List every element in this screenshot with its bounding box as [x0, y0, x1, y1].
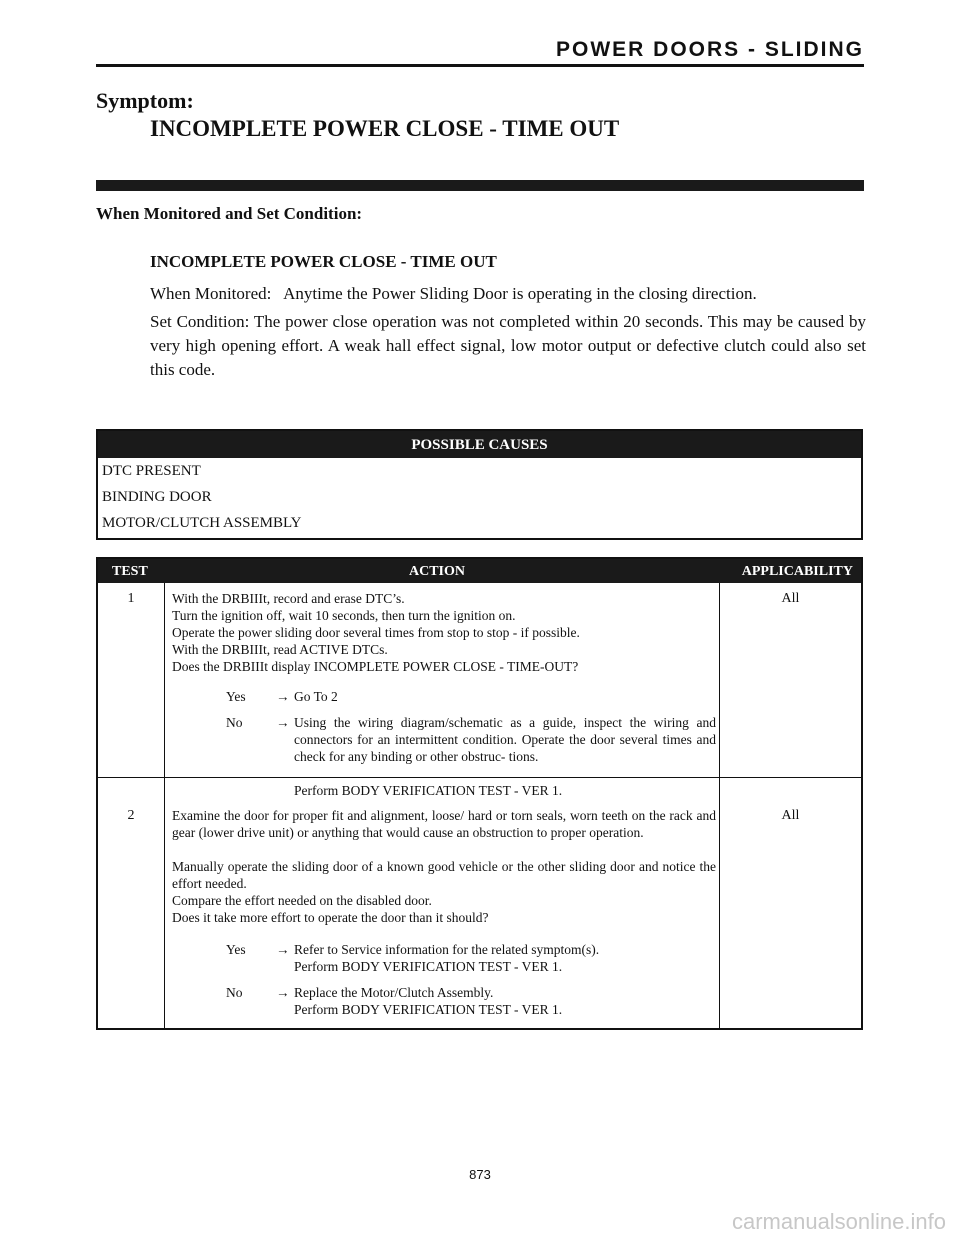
possible-causes-box — [96, 429, 863, 540]
symptom-title: INCOMPLETE POWER CLOSE - TIME OUT — [150, 116, 620, 141]
test-applicability: All — [781, 808, 800, 823]
cause-item: DTC PRESENT — [102, 463, 201, 479]
symptom-label: Symptom: — [96, 88, 194, 113]
test-step: Does it take more effort to operate the door than it should? — [172, 910, 489, 925]
answer-text-action: Perform BODY VERIFICATION TEST - VER 1. — [294, 1002, 563, 1017]
test-step: Manually operate the sliding door of a known good vehicle or the other sliding door and notice the effort needed. — [172, 859, 716, 891]
test-number: 2 — [127, 808, 135, 823]
row-divider — [98, 777, 861, 778]
test-step: With the DRBIIIt, read ACTIVE DTCs. — [172, 642, 388, 657]
answer-text-action: Perform BODY VERIFICATION TEST - VER 1. — [294, 783, 563, 798]
cause-item: MOTOR/CLUTCH ASSEMBLY — [102, 515, 302, 531]
test-step: Does the DRBIIIt display INCOMPLETE POWER CLOSE - TIME-OUT? — [172, 659, 579, 674]
monitored-heading: When Monitored and Set Condition: — [96, 204, 363, 223]
test-step: Examine the door for proper fit and alignment, loose/ hard or torn seals, worn teeth on the rack and gear (lower drive unit) or anything that would cause an obstruction to proper operation. — [172, 808, 716, 840]
when-monitored-text: When Monitored: Anytime the Power Sliding Door is operating in the closing direction. — [150, 284, 757, 303]
answer-text: Replace the Motor/Clutch Assembly. — [294, 985, 494, 1000]
arrow-icon: → — [276, 715, 290, 730]
test-table — [96, 557, 863, 1030]
monitored-code: INCOMPLETE POWER CLOSE - TIME OUT — [150, 252, 497, 271]
test-step: Turn the ignition off, wait 10 seconds, then turn the ignition on. — [172, 608, 516, 623]
arrow-icon: → — [276, 942, 290, 957]
test-number: 1 — [127, 591, 135, 606]
column-divider — [719, 583, 720, 1028]
section-divider-bar — [96, 180, 864, 191]
answer-yes — [98, 688, 718, 708]
test-applicability: All — [781, 591, 800, 606]
answer-text: Using the wiring diagram/schematic as a guide, inspect the wiring and connectors for an intermittent condition. Operate the door several times and check for any binding or other obstruc- tions. — [294, 715, 716, 764]
answer-no — [98, 984, 718, 1020]
answer-key: Yes — [226, 689, 246, 704]
answer-key: Yes — [226, 942, 246, 957]
answer-text: Refer to Service information for the related symptom(s). — [294, 942, 600, 957]
possible-causes-header: POSSIBLE CAUSES — [98, 431, 861, 458]
test-step: Compare the effort needed on the disabled door. — [172, 893, 432, 908]
arrow-icon: → — [276, 985, 290, 1000]
answer-yes — [98, 941, 718, 977]
page-number: 873 — [469, 1167, 491, 1182]
answer-no — [98, 714, 718, 798]
answer-text: Go To 2 — [294, 689, 338, 704]
action-column-header: ACTION — [409, 564, 466, 579]
cause-item: BINDING DOOR — [102, 489, 212, 505]
test-table-header — [98, 559, 861, 583]
set-condition-text: Set Condition: The power close operation was not completed within 20 seconds. This may be caused by very high opening effort. A weak hall effect signal, low motor output or defective clutch could also set this code. — [150, 312, 866, 379]
watermark: carmanualsonline.info — [731, 1209, 946, 1234]
test-step: With the DRBIIIt, record and erase DTC’s. — [172, 591, 405, 606]
section-title: POWER DOORS - SLIDING — [555, 38, 864, 61]
header-rule — [96, 64, 864, 67]
answer-key: No — [226, 985, 243, 1000]
test-column-header: TEST — [112, 564, 148, 579]
test-step: Operate the power sliding door several times from stop to stop - if possible. — [172, 625, 580, 640]
applicability-column-header: APPLICABILITY — [741, 564, 853, 579]
answer-key: No — [226, 715, 243, 730]
answer-text-action: Perform BODY VERIFICATION TEST - VER 1. — [294, 959, 563, 974]
arrow-icon: → — [276, 689, 290, 704]
